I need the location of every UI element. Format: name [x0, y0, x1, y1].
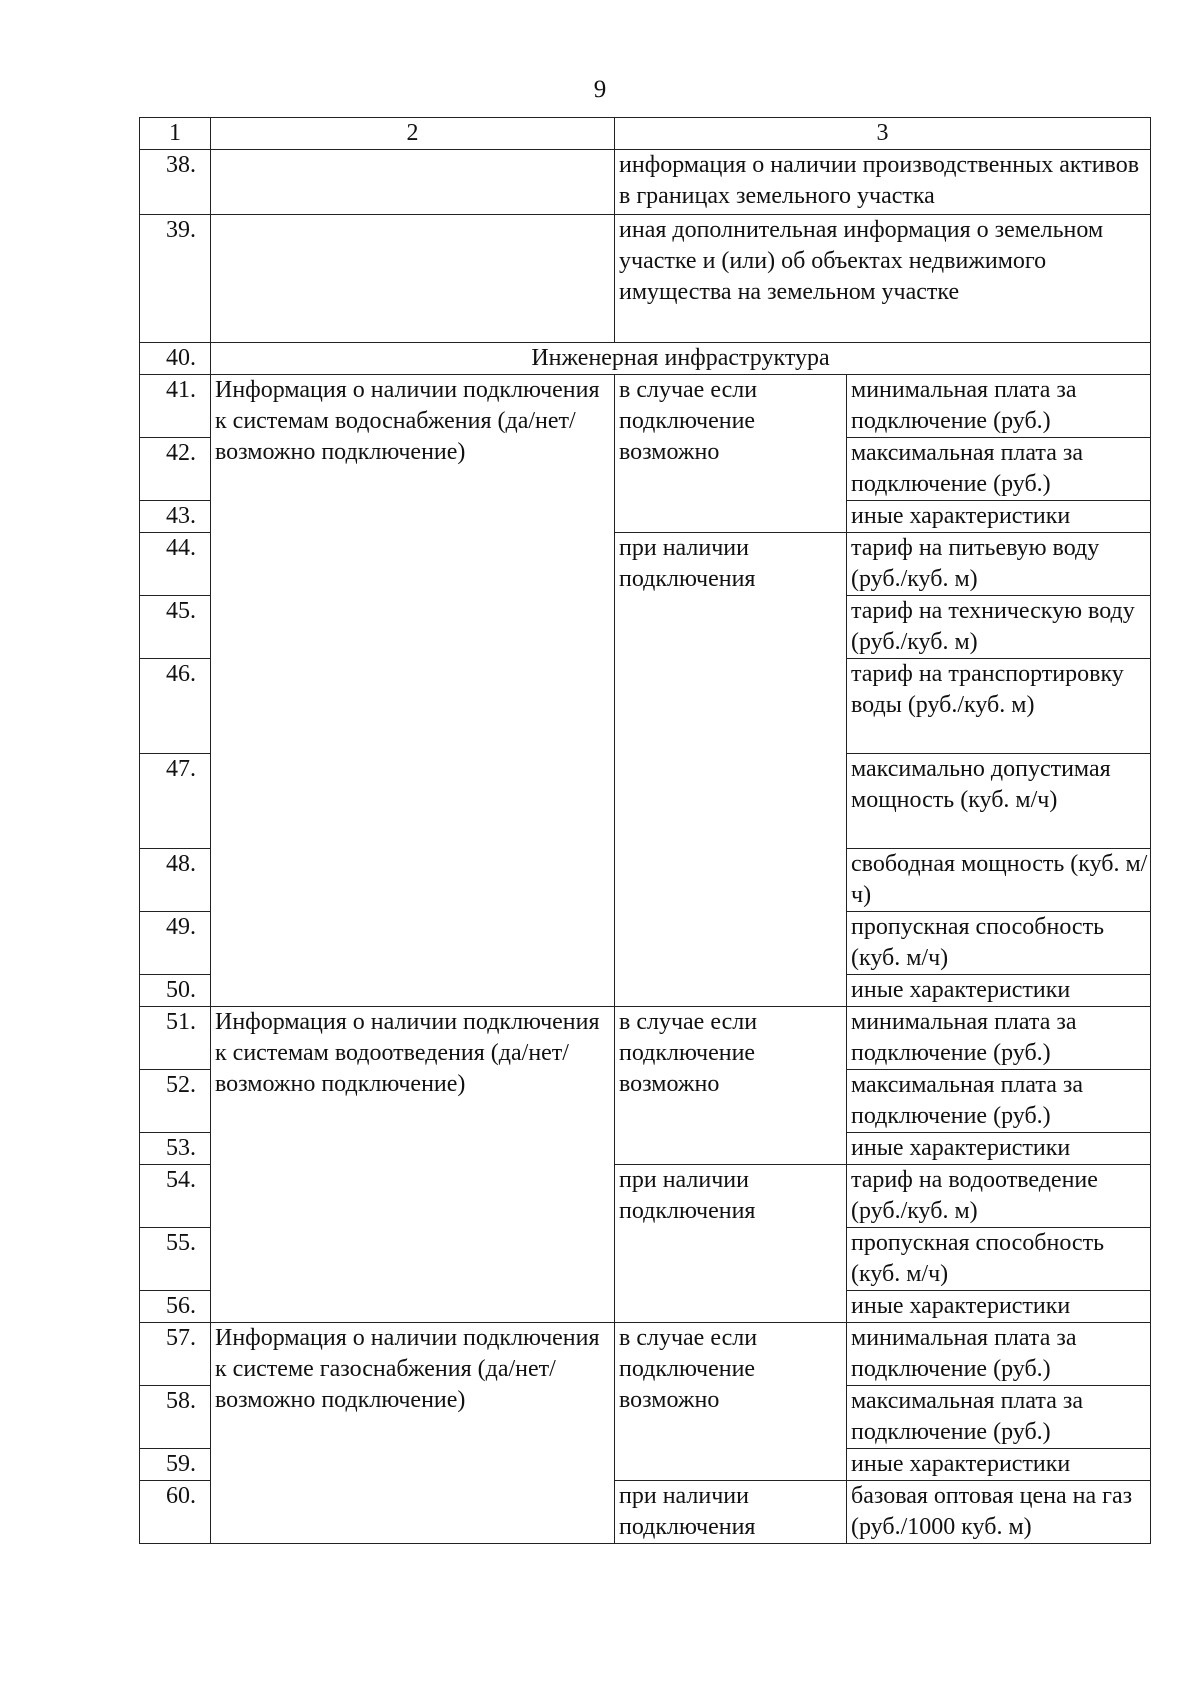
characteristic-text: иные характеристики [847, 1449, 1151, 1481]
header-cell: 3 [615, 118, 1151, 150]
characteristic-text: минимальная плата за подключение (руб.) [847, 1007, 1151, 1070]
characteristic-text: максимальная плата за подключение (руб.) [847, 1386, 1151, 1449]
characteristic-text: базовая оптовая цена на газ (руб./1000 куб. м) [847, 1481, 1151, 1544]
row-number: 55. [140, 1228, 211, 1291]
characteristic-text: максимальная плата за подключение (руб.) [847, 438, 1151, 501]
characteristic-text: пропускная способность (куб. м/ч) [847, 1228, 1151, 1291]
table-header-row [140, 118, 1151, 150]
row-number: 45. [140, 596, 211, 659]
group-title: Информация о наличии подключения к системам водоснабжения (да/нет/возможно подключение) [211, 375, 615, 1007]
row-number: 51. [140, 1007, 211, 1070]
condition-label: в случае если подключение возможно [615, 1323, 847, 1481]
empty-cell [211, 150, 615, 215]
row-number: 52. [140, 1070, 211, 1133]
row-number: 42. [140, 438, 211, 501]
empty-cell [211, 215, 615, 343]
characteristic-text: тариф на техническую воду (руб./куб. м) [847, 596, 1151, 659]
table-row [140, 215, 1151, 343]
characteristic-text: максимально допустимая мощность (куб. м/ч) [847, 754, 1151, 849]
row-number: 58. [140, 1386, 211, 1449]
header-cell: 2 [211, 118, 615, 150]
row-text: информация о наличии производственных активов в границах земельного участка [615, 150, 1151, 215]
row-number: 53. [140, 1133, 211, 1165]
characteristic-text: иные характеристики [847, 1291, 1151, 1323]
table-row [140, 150, 1151, 215]
characteristic-text: иные характеристики [847, 975, 1151, 1007]
row-number: 49. [140, 912, 211, 975]
row-number: 47. [140, 754, 211, 849]
condition-label: в случае если подключение возможно [615, 1007, 847, 1165]
table-row [140, 375, 1151, 438]
page-number: 9 [593, 76, 607, 103]
row-number: 41. [140, 375, 211, 438]
condition-label: в случае если подключение возможно [615, 375, 847, 533]
row-number: 46. [140, 659, 211, 754]
row-number: 57. [140, 1323, 211, 1386]
characteristic-text: пропускная способность (куб. м/ч) [847, 912, 1151, 975]
characteristic-text: тариф на водоотведение (руб./куб. м) [847, 1165, 1151, 1228]
row-number: 59. [140, 1449, 211, 1481]
row-text: иная дополнительная информация о земельном участке и (или) об объектах недвижимого имущества на земельном участке [615, 215, 1151, 343]
group-title: Информация о наличии подключения к системе газоснабжения (да/нет/возможно подключение) [211, 1323, 615, 1544]
row-number: 48. [140, 849, 211, 912]
characteristic-text: тариф на транспортировку воды (руб./куб. м) [847, 659, 1151, 754]
characteristic-text: иные характеристики [847, 1133, 1151, 1165]
characteristic-text: максимальная плата за подключение (руб.) [847, 1070, 1151, 1133]
characteristic-text: свободная мощность (куб. м/ч) [847, 849, 1151, 912]
header-cell: 1 [140, 118, 211, 150]
characteristic-text: минимальная плата за подключение (руб.) [847, 375, 1151, 438]
infrastructure-table [139, 117, 1151, 1544]
row-number: 43. [140, 501, 211, 533]
row-number: 56. [140, 1291, 211, 1323]
row-number: 60. [140, 1481, 211, 1544]
section-row [140, 343, 1151, 375]
characteristic-text: тариф на питьевую воду (руб./куб. м) [847, 533, 1151, 596]
row-number: 39. [140, 215, 211, 343]
row-number: 50. [140, 975, 211, 1007]
condition-label: при наличии подключения [615, 1165, 847, 1323]
row-number: 38. [140, 150, 211, 215]
section-title: Инженерная инфраструктура [211, 343, 1151, 375]
characteristic-text: минимальная плата за подключение (руб.) [847, 1323, 1151, 1386]
condition-label: при наличии подключения [615, 1481, 847, 1544]
group-title: Информация о наличии подключения к системам водоотведения (да/нет/возможно подключение) [211, 1007, 615, 1323]
row-number: 40. [140, 343, 211, 375]
characteristic-text: иные характеристики [847, 501, 1151, 533]
table-row [140, 1007, 1151, 1070]
row-number: 54. [140, 1165, 211, 1228]
table-row [140, 1323, 1151, 1386]
condition-label: при наличии подключения [615, 533, 847, 1007]
row-number: 44. [140, 533, 211, 596]
